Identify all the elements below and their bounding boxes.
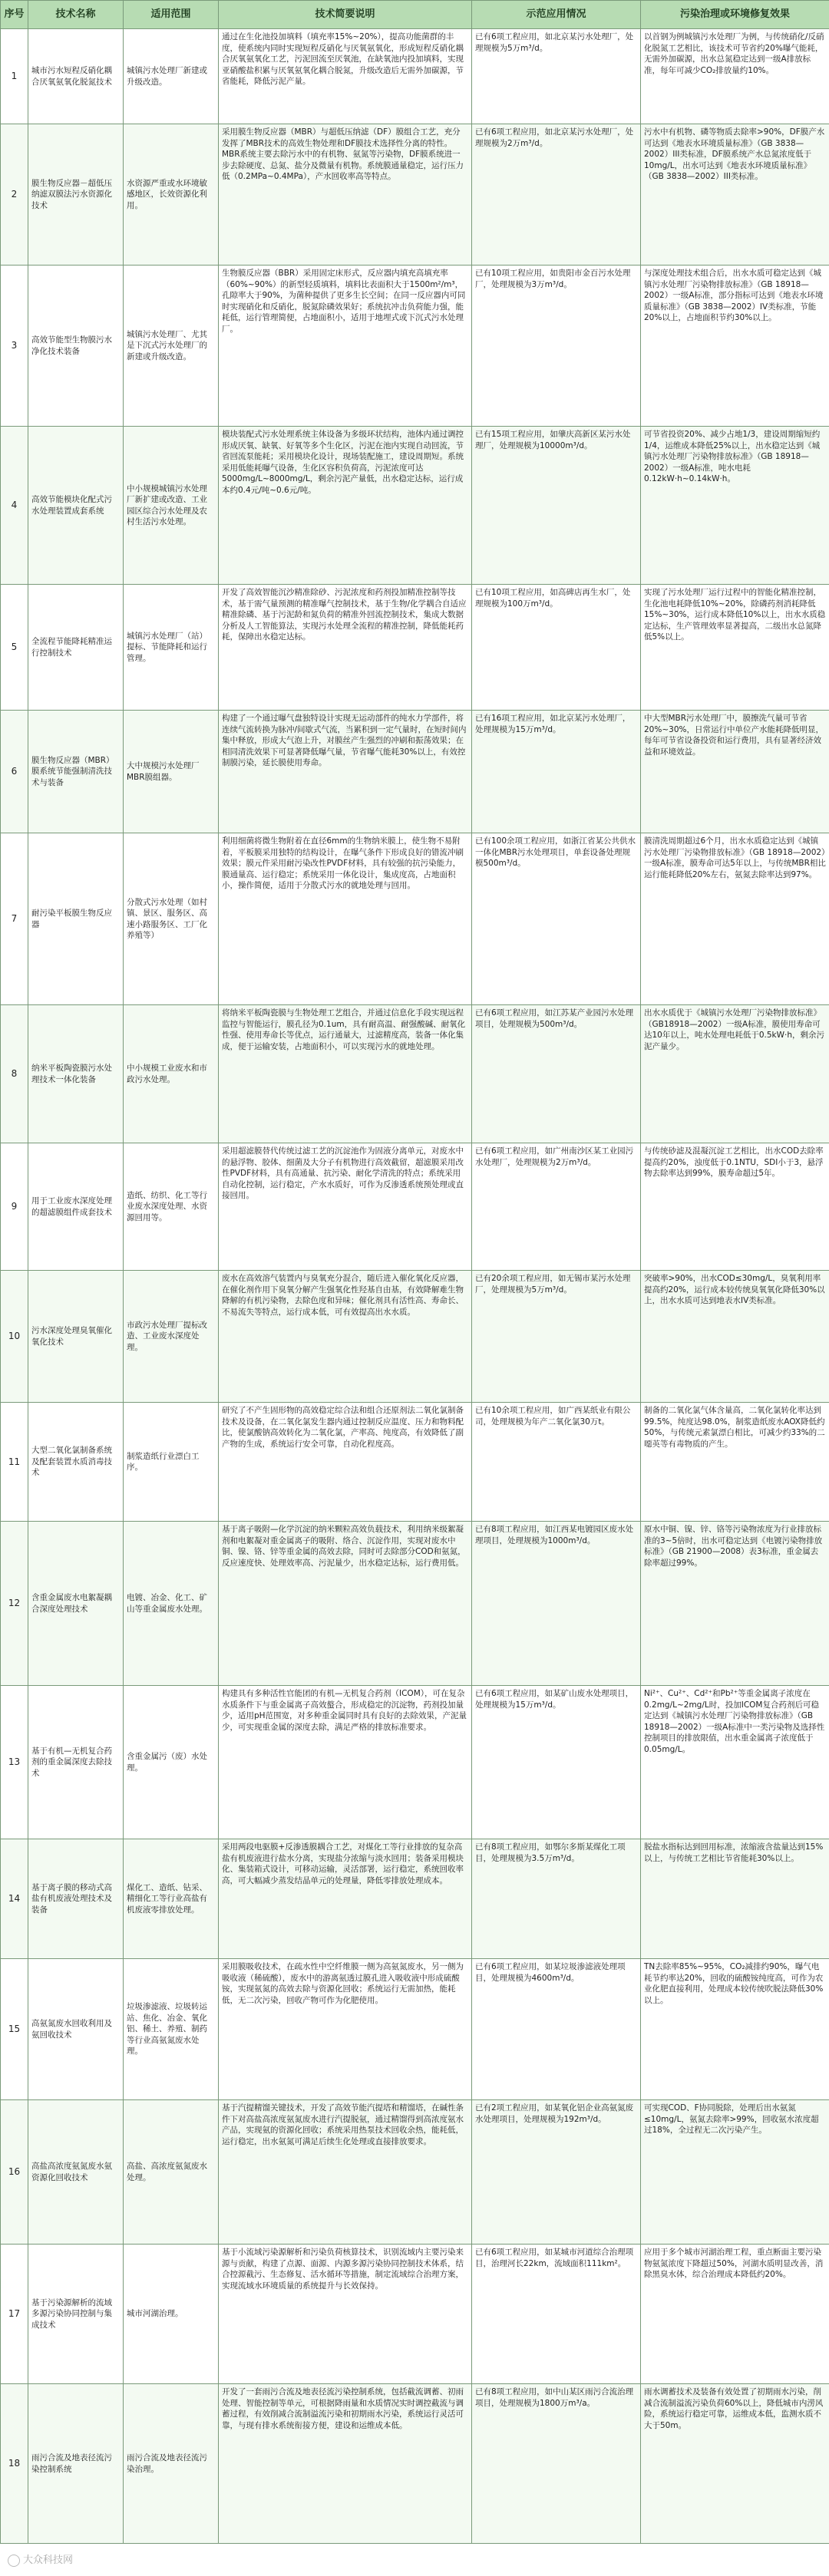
treatment-effect: 实现了污水处理厂运行过程中的智能化精准控制，生化池电耗降低10%~20%，除磷药剂消耗降低15%~30%，运行成本降低10%以上，出水水质稳定达标，生产管理效率显著提高，二级出水总氮降低5%以上。 xyxy=(641,585,829,711)
table-row xyxy=(1,1959,829,2100)
application-scope: 雨污合流及地表径流污染治理。 xyxy=(124,2384,219,2544)
treatment-effect: 可实现COD、F协同脱除，处理后出水氨氮≤10mg/L，氨氮去除率>99%，回收氨水浓度超过18%，全过程无二次污染产生。 xyxy=(641,2100,829,2245)
technology-description: 废水在高效溶气装置内与臭氧充分混合，随后进入催化氧化反应器，在催化剂作用下臭氧分解产生强氧化性羟基自由基，有效降解难生物降解的有机污染物，去除色度和异味；催化剂具有活性高、寿命长、不易流失等特点，运行成本低，可有效提高出水水质。 xyxy=(219,1271,472,1403)
demonstration-application: 已有6项工程应用，如北京某污水处理厂，处理规模为2万m³/d。 xyxy=(472,124,641,266)
treatment-effect: 污水中有机物、磷等物质去除率>90%，DF膜产水可达到《地表水环境质量标准》（GB 3838—2002）III类标准，DF膜系统产水总氮浓度低于10mg/L，出水可达到《地表水环境质量标准》（GB 3838—2002）III类标准。 xyxy=(641,124,829,266)
technology-description: 采用超滤膜替代传统过滤工艺的沉淀池作为固液分离单元，对废水中的悬浮物、胶体、细菌及大分子有机物进行高效截留，超滤膜采用改性PVDF材料，具有高通量、抗污染、耐化学清洗的特点；系统采用自动化控制，运行稳定，产水水质好，可作为反渗透系统预处理或直接回用。 xyxy=(219,1143,472,1271)
treatment-effect: Ni²⁺、Cu²⁺、Cd²⁺和Pb²⁺等重金属离子浓度在0.2mg/L~2mg/L时，投加ICOM复合药剂后可稳定达到《城镇污水处理厂污染物排放标准》（GB 18918—2002）一级A标准中一类污染物及选择性控制项目的排放限值，出水重金属离子浓度低于0.05mg/L。 xyxy=(641,1686,829,1839)
technology-description: 通过在生化池投加填料（填充率15%~20%），提高功能菌群的丰度，使系统内同时实现短程反硝化与厌氧氨氧化，形成短程反硝化耦合厌氧氨氧化工艺，污泥回流至厌氧池，在缺氧池内投加填料，实现亚硝酸盐积累与厌氧氨氧化耦合脱氮，升级改造后无需外加碳源，节省能耗，降低污泥产量。 xyxy=(219,29,472,124)
watermark xyxy=(8,2551,73,2567)
row-number: 15 xyxy=(1,1959,28,2100)
treatment-effect: 膜清洗周期超过6个月，出水水质稳定达到《城镇污水处理厂污染物排放标准》（GB 18918—2002）一级A标准，膜寿命可达5年以上，与传统MBR相比运行能耗降低20%左右，氨氮去除率达到97%。 xyxy=(641,833,829,1005)
application-scope: 分散式污水处理（如村镇、景区、服务区、高速小路服务区、工厂化养殖等） xyxy=(124,833,219,1005)
row-number: 8 xyxy=(1,1005,28,1143)
row-number: 14 xyxy=(1,1839,28,1959)
demonstration-application: 已有6项工程应用，如某城市河道综合治理项目，治理河长22km，流域面积111km²。 xyxy=(472,2245,641,2384)
technology-description: 将纳米平板陶瓷膜与生物处理工艺组合，并通过信息化手段实现远程监控与智能运行，膜孔径为0.1um，具有耐高温、耐强酸碱、耐氧化性强、使用寿命长等优点，运行通量大，过滤精度高，装备一体化集成，便于运输安装，占地面积小，可以实现污水的就地处理。 xyxy=(219,1005,472,1143)
application-scope: 高盐、高浓度氨氮废水处理。 xyxy=(124,2100,219,2245)
demonstration-application: 已有6项工程应用，如北京某污水处理厂，处理规模为5万m³/d。 xyxy=(472,29,641,124)
demonstration-application: 已有6项工程应用，如江苏某产业园污水处理项目，处理规模为500m³/d。 xyxy=(472,1005,641,1143)
treatment-effect: 以首钢为例城镇污水处理厂为例，与传统硝化/反硝化脱氮工艺相比，该技术可节省约20%曝气能耗，无需外加碳源，出水总氮稳定达到一级A排放标准，每年可减少CO₂排放量约10%。 xyxy=(641,29,829,124)
technology-name: 膜生物反应器（MBR）膜系统节能强制清洗技术与装备 xyxy=(28,711,124,833)
application-scope: 煤化工、造纸、钻采、精细化工等行业高盐有机废液零排放处理。 xyxy=(124,1839,219,1959)
demonstration-application: 已有8项工程应用，如中山某区雨污合流治理项目，处理规模为1800万m³/a。 xyxy=(472,2384,641,2544)
table-row xyxy=(1,1839,829,1959)
technology-name: 污水深度处理臭氧催化氧化技术 xyxy=(28,1271,124,1403)
table-body xyxy=(1,29,829,2544)
technology-description: 开发了高效智能沉沙精准除砂、污泥浓度和药剂投加精准控制等技术，基于需气量预测的精准曝气控制技术，基于生物/化学耦合自适应精准除磷、基于污泥龄和氮负荷的精准外回流控制技术，集成大数据分析及人工智能算法，实现污水处理全流程的精准控制，降低能耗药耗，保障出水稳定达标。 xyxy=(219,585,472,711)
technology-name: 高效节能型生物膜污水净化技术装备 xyxy=(28,266,124,427)
header-effect: 污染治理或环境修复效果 xyxy=(641,1,829,29)
table-row xyxy=(1,124,829,266)
table-row xyxy=(1,1686,829,1839)
application-scope: 市政污水处理厂提标改造、工业废水深度处理。 xyxy=(124,1271,219,1403)
technology-description: 采用膜生物反应器（MBR）与超低压纳滤（DF）膜组合工艺，充分发挥了MBR技术的高效生物处理和DF膜技术选择性分离的特性。MBR系统主要去除污水中的有机物、氨氮等污染物，DF膜系统进一步去除硬度、总氮、盐分及微量有机物。系统膜通量稳定，运行压力低（0.2MPa~0.4MPa），产水回收率高等特点。 xyxy=(219,124,472,266)
row-number: 6 xyxy=(1,711,28,833)
table-row xyxy=(1,1143,829,1271)
application-scope: 水资源严重或水环境敏感地区，长效资源化利用。 xyxy=(124,124,219,266)
technology-description: 构建了一个通过曝气盘独特设计实现无运动部件的纯水力学部件，将连续气流转换为脉冲/间歇式气流，当累积到一定气量时，在短时间内集中释放，形成大气泡上升，对膜丝产生强烈的冲刷和振荡效果；在相同清洗效果下可显著降低曝气量，节省曝气能耗30%以上，有效控制膜污染，延长膜使用寿命。 xyxy=(219,711,472,833)
technology-name: 城市污水短程反硝化耦合厌氧氨氧化脱氮技术 xyxy=(28,29,124,124)
technology-name: 基于污染源解析的流域多源污染协同控制与集成技术 xyxy=(28,2245,124,2384)
technology-name: 基于有机—无机复合药剂的重金属深度去除技术 xyxy=(28,1686,124,1839)
technology-name: 含重金属废水电絮凝耦合深度处理技术 xyxy=(28,1522,124,1686)
row-number: 16 xyxy=(1,2100,28,2245)
demonstration-application: 已有100余项工程应用，如浙江省某公共供水一体化MBR污水处理项目，单套设备处理规模500m³/d。 xyxy=(472,833,641,1005)
table-row xyxy=(1,427,829,585)
row-number: 10 xyxy=(1,1271,28,1403)
technology-name: 雨污合流及地表径流污染控制系统 xyxy=(28,2384,124,2544)
table-row xyxy=(1,1522,829,1686)
demonstration-application: 已有2项工程应用，如某氧化铝企业高氨氮废水处理项目，处理规模为192m³/d。 xyxy=(472,2100,641,2245)
header-no: 序号 xyxy=(1,1,28,29)
row-number: 2 xyxy=(1,124,28,266)
technology-name: 用于工业废水深度处理的超滤膜组件成套技术 xyxy=(28,1143,124,1271)
application-scope: 中小规模城镇污水处理厂新扩建或改造、工业园区综合污水处理及农村生活污水处理。 xyxy=(124,427,219,585)
table-header-row xyxy=(1,1,829,29)
technology-name: 基于离子膜的移动式高盐有机废液处理技术及装备 xyxy=(28,1839,124,1959)
treatment-effect: 原水中铜、镍、锌、铬等污染物浓度为行业排放标准的3~5倍时，出水可稳定达到《电镀污染物排放标准》（GB 21900—2008）表3标准，重金属去除率超过99%。 xyxy=(641,1522,829,1686)
table-row xyxy=(1,833,829,1005)
header-desc: 技术简要说明 xyxy=(219,1,472,29)
application-scope: 垃圾渗滤液、垃圾转运站、焦化、冶金、氧化铝、稀土、养殖、制药等行业高氨氮废水处理。 xyxy=(124,1959,219,2100)
technology-name: 大型二氧化氯制备系统及配套装置水质消毒技术 xyxy=(28,1403,124,1522)
technology-description: 构建具有多种活性官能团的有机—无机复合药剂（ICOM），可在复杂水质条件下与重金属离子高效螯合，形成稳定的沉淀物，药剂投加量少，适用pH范围宽，对多种重金属同时具有良好的去除效果，产泥量少，可实现重金属的深度去除，满足严格的排放标准要求。 xyxy=(219,1686,472,1839)
row-number: 9 xyxy=(1,1143,28,1271)
treatment-effect: 突破率>90%，出水COD≤30mg/L，臭氧利用率提高约20%，运行成本较传统臭氧氧化降低30%以上，出水水质可达到地表水IV类标准。 xyxy=(641,1271,829,1403)
treatment-effect: 脱盐水指标达到回用标准，浓缩液含盐量达到15%以上，与传统工艺相比节省能耗30%以上。 xyxy=(641,1839,829,1959)
technology-description: 开发了一套雨污合流及地表径流污染控制系统，包括截流调蓄、初雨处理、智能控制等单元，可根据降雨量和水质情况实时调控截流与调蓄过程，有效削减合流制溢流污染和初期雨水污染，系统运行灵活可靠，与现有排水系统衔接方便，建设和运维成本低。 xyxy=(219,2384,472,2544)
demonstration-application: 已有6项工程应用，如某矿山废水处理项目，处理规模为15万m³/d。 xyxy=(472,1686,641,1839)
technology-name: 高氨氮废水回收利用及氨回收技术 xyxy=(28,1959,124,2100)
technology-description: 采用膜吸收技术，在疏水性中空纤维膜一侧为高氨氮废水，另一侧为吸收液（稀硫酸），废水中的游离氨透过膜孔进入吸收液中形成硫酸铵，实现氨氮的高效去除与资源化回收；系统运行无需加热，能耗低，无二次污染，回收产物可作为化肥使用。 xyxy=(219,1959,472,2100)
row-number: 17 xyxy=(1,2245,28,2384)
row-number: 1 xyxy=(1,29,28,124)
demonstration-application: 已有10项工程应用，如高碑店再生水厂，处理规模为100万m³/d。 xyxy=(472,585,641,711)
row-number: 5 xyxy=(1,585,28,711)
application-scope: 含重金属污（废）水处理。 xyxy=(124,1686,219,1839)
demonstration-application: 已有10余项工程应用，如广西某纸业有限公司，处理规模为年产二氧化氯30万t。 xyxy=(472,1403,641,1522)
table-row xyxy=(1,1271,829,1403)
demonstration-application: 已有6项工程应用，如某垃圾渗滤液处理项目，处理规模为4600m³/d。 xyxy=(472,1959,641,2100)
technology-name: 膜生物反应器－超低压纳滤双膜法污水资源化技术 xyxy=(28,124,124,266)
demonstration-application: 已有8项工程应用，如鄂尔多斯某煤化工项目，处理规模为3.5万m³/d。 xyxy=(472,1839,641,1959)
watermark-icon xyxy=(8,2555,20,2567)
technology-description: 基于小流域污染源解析和污染负荷核算技术，识别流域内主要污染来源与贡献，构建了点源、面源、内源多源污染协同控制技术体系，结合控源截污、生态修复、活水循环等措施，制定流域综合治理方案，实现流域水环境质量的系统提升与长效保持。 xyxy=(219,2245,472,2384)
technology-description: 生物膜反应器（BBR）采用固定床形式，反应器内填充高填充率（60%~90%）的新型轻质填料，填料比表面积大于1500m²/m³，孔隙率大于90%，为菌种提供了更多生长空间；在同一反应器内可同时实现硝化和反硝化，脱氮除磷效果好；系统抗冲击负荷能力强，能耗低，运行管理简便，占地面积小，适用于地埋式或下沉式污水处理厂。 xyxy=(219,266,472,427)
table-row xyxy=(1,2100,829,2245)
treatment-effect: 与传统砂滤及混凝沉淀工艺相比，出水COD去除率提高约20%，浊度低于0.1NTU，SDI小于3，悬浮物去除率达到99%，膜寿命超过5年。 xyxy=(641,1143,829,1271)
treatment-effect: 应用于多个城市河湖治理工程，重点断面主要污染物氨氮浓度下降超过50%，河湖水质明显改善，消除黑臭水体，综合治理成本降低约20%。 xyxy=(641,2245,829,2384)
demonstration-application: 已有20余项工程应用，如无锡市某污水处理厂，处理规模为5万m³/d。 xyxy=(472,1271,641,1403)
table-row xyxy=(1,266,829,427)
technology-name: 全流程节能降耗精准运行控制技术 xyxy=(28,585,124,711)
technology-description: 利用细菌将微生物附着在直径6mm的生物纳米膜上，使生物不易附着，平板膜采用独特的结构设计，在曝气条件下形成良好的错流冲刷效果；膜元件采用耐污染改性PVDF材料，具有较强的抗污染能力，膜通量高、运行稳定；系统采用一体化设计，集成度高，占地面积小，操作简便，适用于分散式污水的就地处理与回用。 xyxy=(219,833,472,1005)
application-scope: 制浆造纸行业漂白工序。 xyxy=(124,1403,219,1522)
table-row xyxy=(1,29,829,124)
technology-description: 基于离子吸附—化学沉淀的纳米颗粒高效负载技术，利用纳米级絮凝剂和电絮凝对重金属离子的吸附、络合、沉淀作用，实现对废水中铜、镍、铬、锌等重金属的高效去除，同时可去除部分COD和氨氮，反应速度快、处理效率高、污泥量少，出水稳定达标，运行费用低。 xyxy=(219,1522,472,1686)
treatment-effect: 与深度处理技术组合后，出水水质可稳定达到《城镇污水处理厂污染物排放标准》（GB 18918—2002）一级A标准，部分指标可达到《地表水环境质量标准》（GB 3838—2002）IV类标准，节能20%以上，占地面积节约30%以上。 xyxy=(641,266,829,427)
technology-name: 纳米平板陶瓷膜污水处理技术一体化装备 xyxy=(28,1005,124,1143)
technology-description: 基于汽提精馏关键技术，开发了高效节能汽提塔和精馏塔，在碱性条件下对高盐高浓度氨氮废水进行汽提脱氨，通过精馏得到高浓度氨水产品，实现氨的资源化回收；系统采用热泵技术回收余热，能耗低，运行稳定，出水氨氮可满足后续生化处理或直接排放要求。 xyxy=(219,2100,472,2245)
technology-name: 高盐高浓度氨氮废水氨资源化回收技术 xyxy=(28,2100,124,2245)
application-scope: 城镇污水处理厂（站）提标、节能降耗和运行管理。 xyxy=(124,585,219,711)
row-number: 4 xyxy=(1,427,28,585)
application-scope: 中小规模工业废水和市政污水处理。 xyxy=(124,1005,219,1143)
table-row xyxy=(1,1403,829,1522)
technology-name: 耐污染平板膜生物反应器 xyxy=(28,833,124,1005)
row-number: 12 xyxy=(1,1522,28,1686)
table-row xyxy=(1,1005,829,1143)
header-name: 技术名称 xyxy=(28,1,124,29)
row-number: 13 xyxy=(1,1686,28,1839)
header-scope: 适用范围 xyxy=(124,1,219,29)
row-number: 7 xyxy=(1,833,28,1005)
header-demo: 示范应用情况 xyxy=(472,1,641,29)
treatment-effect: 中大型MBR污水处理厂中，膜擦洗气量可节省20%~30%，日常运行中单位产水能耗降低明显，每年可节省设备投资和运行费用，具有显著经济效益和环境效益。 xyxy=(641,711,829,833)
row-number: 11 xyxy=(1,1403,28,1522)
application-scope: 电镀、冶金、化工、矿山等重金属废水处理。 xyxy=(124,1522,219,1686)
treatment-effect: TN去除率85%~95%，CO₂减排约90%，曝气电耗节约率达20%，回收的硫酸铵纯度高，可作为农业化肥直接利用，处理成本较传统吹脱法降低30%以上。 xyxy=(641,1959,829,2100)
demonstration-application: 已有16项工程应用，如北京某污水处理厂，处理规模为15万m³/d。 xyxy=(472,711,641,833)
treatment-effect: 雨水调蓄技术及装备有效处置了初期雨水污染，削减合流制溢流污染负荷60%以上，降低城市内涝风险，系统运行稳定可靠，运维成本低，监测水质不大于50m。 xyxy=(641,2384,829,2544)
application-scope: 城镇污水处理厂、尤其是下沉式污水处理厂的新建或升级改造。 xyxy=(124,266,219,427)
demonstration-application: 已有15项工程应用，如肇庆高新区某污水处理厂，处理规模为10000m³/d。 xyxy=(472,427,641,585)
table-row xyxy=(1,2245,829,2384)
table-row xyxy=(1,2384,829,2544)
demonstration-application: 已有6项工程应用，如广州南沙区某工业园污水处理厂，处理规模为2万m³/d。 xyxy=(472,1143,641,1271)
treatment-effect: 制备的二氧化氯气体含量高，二氧化氯转化率达到99.5%，纯度达98.0%，制浆造纸废水AOX降低约50%，与传统元素氯漂白相比，可减少约33%的二噁英等有毒物质的产生。 xyxy=(641,1403,829,1522)
demonstration-application: 已有10项工程应用，如贵阳市金百污水处理厂，处理规模为3万m³/d。 xyxy=(472,266,641,427)
table-row xyxy=(1,585,829,711)
row-number: 18 xyxy=(1,2384,28,2544)
row-number: 3 xyxy=(1,266,28,427)
application-scope: 造纸、纺织、化工等行业废水深度处理、水资源回用等。 xyxy=(124,1143,219,1271)
technology-description: 研究了不产生固形物的高效稳定综合法和组合还原剂法二氧化氯制备技术及设备，在二氧化氯发生器内通过控制反应温度、压力和物料配比，使氯酸钠高效转化为二氧化氯，产率高、纯度高，有效降低了副产物的生成，系统运行安全可靠，自动化程度高。 xyxy=(219,1403,472,1522)
treatment-effect: 可节省投资20%、减少占地1/3，建设周期缩短约1/4，运维成本降低25%以上，出水稳定达到《城镇污水处理厂污染物排放标准》（GB 18918—2002）一级A标准，吨水电耗0.12kW·h~0.14kW·h。 xyxy=(641,427,829,585)
application-scope: 城镇污水处理厂新建或升级改造。 xyxy=(124,29,219,124)
technology-name: 高效节能模块化配式污水处理装置成套系统 xyxy=(28,427,124,585)
application-scope: 大中规模污水处理厂MBR膜组器。 xyxy=(124,711,219,833)
application-scope: 城市河湖治理。 xyxy=(124,2245,219,2384)
treatment-effect: 出水水质优于《城镇污水处理厂污染物排放标准》（GB18918—2002）一级A标准，膜使用寿命可达10年以上，吨水处理电耗低于0.5kW·h，剩余污泥产量少。 xyxy=(641,1005,829,1143)
demonstration-application: 已有8项工程应用，如江西某电镀园区废水处理项目，处理规模为1000m³/d。 xyxy=(472,1522,641,1686)
watermark-text: 大众科技网 xyxy=(23,2555,74,2566)
technology-description: 模块装配式污水处理系统主体设备为多级环状结构，池体内通过调控形成厌氧、缺氧、好氧等多个生化区，污泥在池内实现自动回流，节省回流泵能耗；采用模块化设计，现场装配施工，建设周期短。系统采用低能耗曝气设备，生化区容积负荷高，污泥浓度可达5000mg/L~8000mg/L，剩余污泥产量低，出水稳定达标，运行成本约0.4元/吨~0.6元/吨。 xyxy=(219,427,472,585)
table-row xyxy=(1,711,829,833)
technology-description: 采用两段电驱膜+反渗透膜耦合工艺，对煤化工等行业排放的复杂高盐有机废液进行盐水分离，实现盐分浓缩与淡水回用；装备采用模块化、集装箱式设计，可移动运输，灵活部署，运行稳定，系统回收率高，可大幅减少蒸发结晶单元的处理量，降低零排放处理成本。 xyxy=(219,1839,472,1959)
